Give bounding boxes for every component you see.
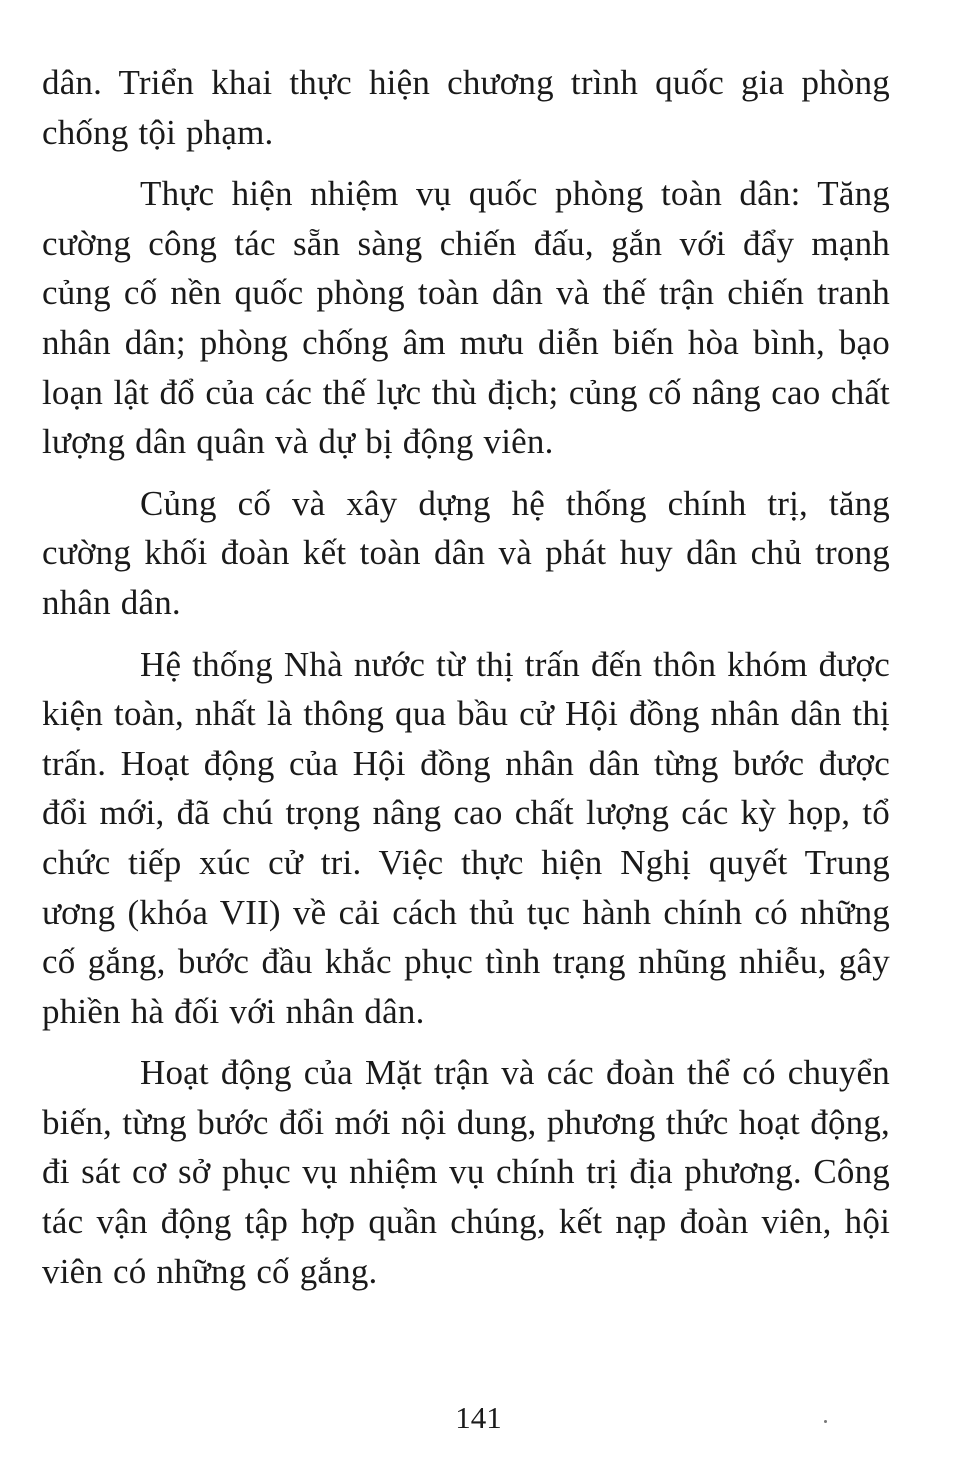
page-number: 141 <box>455 1400 502 1435</box>
paragraph-2: Thực hiện nhiệm vụ quốc phòng toàn dân: Tăng cường công tác sẵn sàng chiến đấu, gắn với đẩy mạnh củng cố nền quốc phòng toàn dân và thế trận chiến tranh nhân dân; phòng chống âm mưu diễn biến hòa bình, bạo loạn lật đổ của các thế lực thù địch; củng cố nâng cao chất lượng dân quân và dự bị động viên. <box>42 174 890 462</box>
paragraph-5: Hoạt động của Mặt trận và các đoàn thể có chuyển biến, từng bước đổi mới nội dung, phương thức hoạt động, đi sát cơ sở phục vụ nhiệm vụ chính trị địa phương. Công tác vận động tập hợp quần chúng, kết nạp đoàn viên, hội viên có những cố gắng. <box>42 1053 890 1291</box>
scan-speck <box>824 1420 827 1423</box>
body-text <box>42 58 890 1308</box>
paragraph-4: Hệ thống Nhà nước từ thị trấn đến thôn khóm được kiện toàn, nhất là thông qua bầu cử Hội đồng nhân dân thị trấn. Hoạt động của Hội đồng nhân dân từng bước được đổi mới, đã chú trọng nâng cao chất lượng các kỳ họp, tổ chức tiếp xúc cử tri. Việc thực hiện Nghị quyết Trung ương (khóa VII) về cải cách thủ tục hành chính có những cố gắng, bước đầu khắc phục tình trạng nhũng nhiễu, gây phiền hà đối với nhân dân. <box>42 644 890 1031</box>
paragraph-3: Củng cố và xây dựng hệ thống chính trị, tăng cường khối đoàn kết toàn dân và phát huy dân chủ trong nhân dân. <box>42 483 890 622</box>
paragraph-1: dân. Triển khai thực hiện chương trình quốc gia phòng chống tội phạm. <box>42 63 890 152</box>
